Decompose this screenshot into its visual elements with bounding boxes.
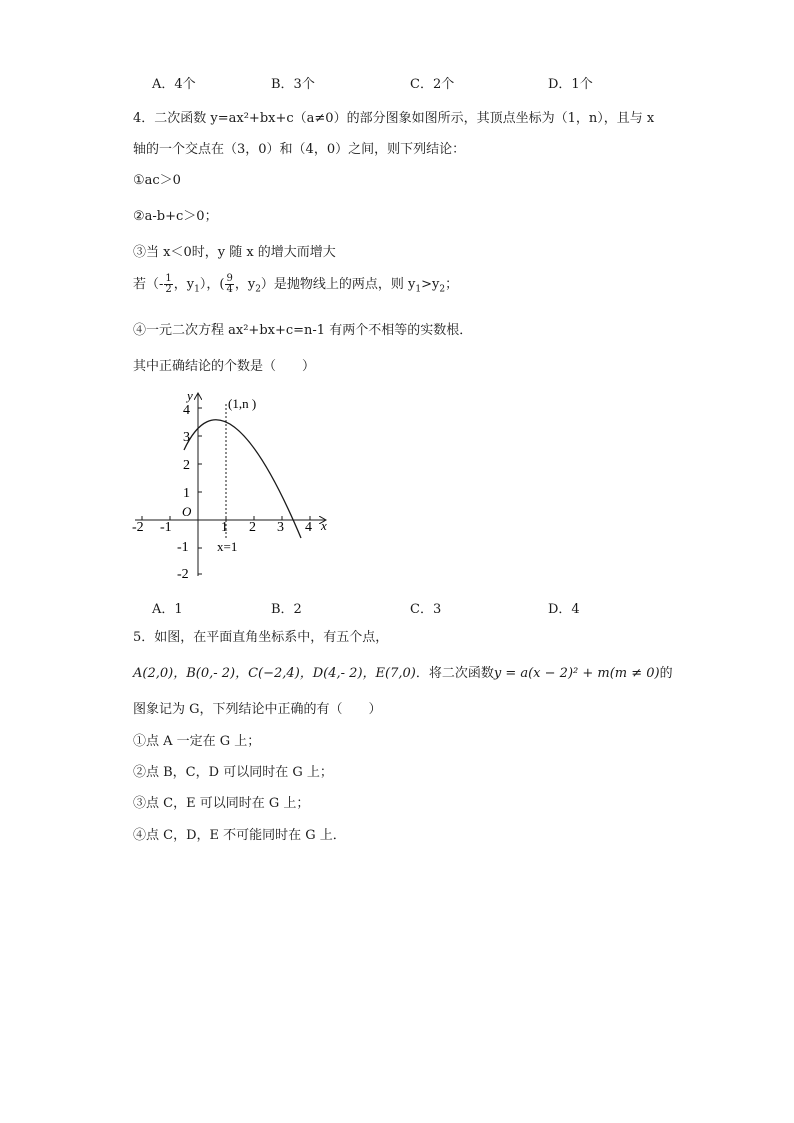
q4-options [0,598,794,616]
x-tick-label: 2 [249,520,256,535]
q5-func-tail: 的 [659,666,673,681]
q4-option-b[interactable]: B．2 [271,602,302,617]
x-axis-label: x [321,518,327,533]
symmetry-line-label: x=1 [217,539,238,554]
q4-statement-1: ①ac＞0 [133,173,181,188]
x-tick-label: 1 [221,520,228,535]
y-tick-label: -2 [177,567,189,582]
q4-s3b-text: ，y [234,277,256,292]
q3-option-a[interactable]: A．4个 [152,77,196,92]
x-tick-label: -2 [132,520,144,535]
q4-option-d[interactable]: D．4 [548,602,580,617]
q5-points: A(2,0)，B(0,- 2)，C(−2,4)，D(4,- 2)，E(7,0) [133,666,416,681]
origin-label: O [182,504,192,519]
q4-s3b-text: ，y [173,277,195,292]
q4-option-c[interactable]: C．3 [410,602,442,617]
q5-function: y = a(x − 2)² + m(m ≠ 0) [493,666,660,681]
q4-s3b-text: ），( [199,277,225,292]
subscript: 1 [415,284,422,295]
q4-statement-3b [133,274,458,299]
parabola-graph [125,388,340,588]
q5-points-tail: ．将二次函数 [415,666,494,681]
vertex-label: (1,n ) [228,396,257,411]
y-tick-label: -1 [177,540,189,555]
q4-s3b-pre: 若（- [133,277,164,292]
q4-statement-4: ④一元二次方程 ax²+bx+c=n-1 有两个不相等的实数根． [133,323,473,338]
y-tick-label: 4 [183,403,190,418]
q5-stem-line3: 图象记为 G，下列结论中正确的有（ ） [133,702,382,717]
q5-conclusion-1: ①点 A 一定在 G 上； [133,734,261,749]
q3-option-b[interactable]: B．3个 [271,77,315,92]
q5-stem-line2 [133,665,673,683]
subscript: 2 [255,284,261,295]
fraction-nine-quarters [225,274,233,295]
q4-statement-3: ③当 x＜0时，y 随 x 的增大而增大 [133,245,336,260]
q5-stem-line1: 5．如图，在平面直角坐标系中，有五个点， [133,630,389,645]
q4-stem-line2: 轴的一个交点在（3，0）和（4，0）之间，则下列结论： [133,142,466,157]
q4-s3b-text: >y [421,277,440,292]
q3-option-c[interactable]: C．2个 [410,77,455,92]
fraction-num: 1 [165,273,172,284]
q5-conclusion-2: ②点 B，C，D 可以同时在 G 上； [133,765,333,780]
q3-option-d[interactable]: D．1个 [548,77,593,92]
q4-option-a[interactable]: A．1 [152,602,183,617]
q4-s3b-text: ； [445,277,459,292]
q4-statement-2: ②a-b+c＞0； [133,209,218,224]
subscript: 1 [194,284,200,295]
q3-options [0,73,794,91]
fraction-den: 2 [165,284,172,295]
y-axis-label: y [187,388,193,403]
y-tick-label: 1 [183,486,190,501]
fraction-half [164,274,172,295]
q4-stem-line1: 4．二次函数 y=ax²+bx+c（a≠0）的部分图象如图所示，其顶点坐标为（1，n），且与 x [133,111,655,126]
x-tick-label: -1 [160,520,172,535]
x-tick-label: 4 [305,520,312,535]
y-tick-label: 3 [183,430,190,445]
fraction-den: 4 [226,284,233,295]
fraction-num: 9 [226,273,233,284]
x-tick-label: 3 [277,520,284,535]
q5-conclusion-4: ④点 C，D，E 不可能同时在 G 上． [133,828,346,843]
subscript: 2 [439,284,446,295]
q4-s3b-text: ）是抛物线上的两点，则 y [260,277,416,292]
q5-conclusion-3: ③点 C，E 可以同时在 G 上； [133,796,310,811]
q4-question: 其中正确结论的个数是（ ） [133,359,316,374]
y-tick-label: 2 [183,458,190,473]
